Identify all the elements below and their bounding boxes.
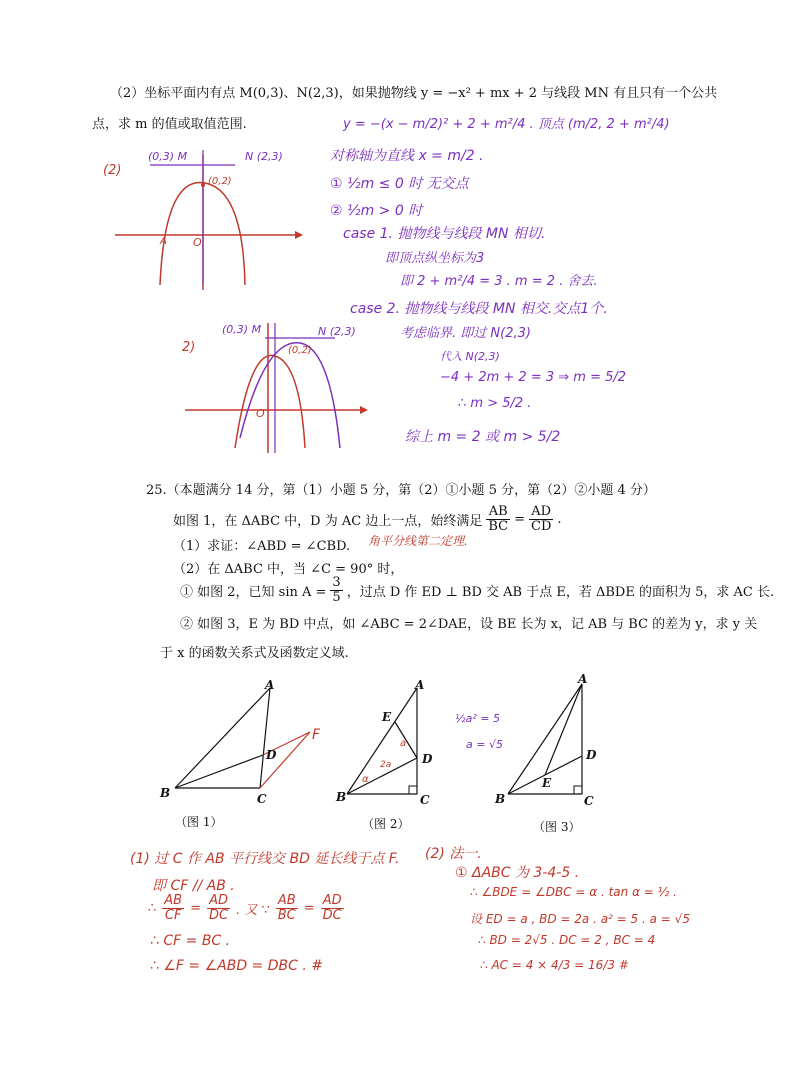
graph1-point-M: (0,3) M — [148, 150, 188, 163]
graph1-vertex-label: (0,2) — [208, 176, 232, 187]
x-axis-arrow — [360, 406, 368, 414]
fig3-C: C — [584, 794, 594, 808]
graph1-point-A: A — [160, 236, 167, 247]
fig2-E: E — [382, 710, 392, 724]
question-2: （2）在 ΔABC 中，当 ∠C = 90° 时， — [173, 562, 404, 577]
fig3-B: B — [495, 792, 506, 806]
method-line-4: 设 ED = a , BD = 2a . a² = 5 . a = √5 — [470, 912, 690, 926]
fig2-D: D — [422, 752, 433, 766]
side-note-a: a = √5 — [466, 738, 503, 751]
proof-line-1: (1) 过 C 作 AB 平行线交 BD 延长线于点 F. — [130, 851, 400, 867]
side-note-area: ½a² = 5 — [455, 712, 501, 725]
hw-case2-line3: 代入 N(2,3) — [440, 350, 500, 363]
hw-case2-title: case 2. 抛物线与线段 MN 相交.交点1个. — [350, 301, 608, 317]
hw-case2-line4: −4 + 2m + 2 = 3 ⇒ m = 5/2 — [440, 370, 627, 385]
question-2a — [180, 576, 774, 606]
frac-ab-cf — [162, 894, 184, 924]
frac-den: BC — [488, 519, 509, 535]
method-line-6: ∴ AC = 4 × 4/3 = 16/3 # — [480, 958, 629, 972]
q2a-pre: ① 如图 2，已知 sin A = — [180, 585, 327, 601]
method-line-1: (2) 法一. — [425, 846, 482, 862]
q2a-post: ，过点 D 作 ED ⊥ BD 交 AB 于点 E，若 ΔBDE 的面积为 5，求 AC 长. — [346, 585, 775, 601]
fig1-C: C — [257, 792, 267, 806]
fig2-caption: （图 2） — [362, 817, 410, 831]
hw-case-negative: ① ½m ≤ 0 时 无交点 — [330, 176, 469, 192]
fig3-caption: （图 3） — [533, 820, 581, 834]
graph2-origin: O — [256, 407, 265, 420]
fig1-A: A — [265, 678, 275, 692]
hw-axis: 对称轴为直线 x = m/2 . — [330, 148, 484, 164]
fig2-2a-label: 2a — [380, 760, 392, 770]
proof-line-5: ∴ ∠F = ∠ABD = DBC . # — [150, 958, 323, 974]
parabola-sketch-1 — [95, 145, 310, 300]
problem25-header: 25.（本题满分 14 分，第（1）小题 5 分，第（2）①小题 5 分，第（2）②小题 4 分） — [146, 483, 656, 498]
fig2-C: C — [420, 793, 430, 807]
graph2-point-N: N (2,3) — [318, 325, 356, 338]
intro-text: 如图 1，在 ΔABC 中，D 为 AC 边上一点，始终满足 — [173, 514, 483, 530]
hw-case1-line2: 即顶点纵坐标为3 — [385, 251, 485, 266]
q1-handwritten-note: 角平分线第二定理. — [368, 534, 468, 548]
hw-case2-line5: ∴ m > 5/2 . — [458, 396, 532, 411]
frac-num: AD — [529, 505, 553, 520]
question-2b: ② 如图 3，E 为 BD 中点，如 ∠ABC = 2∠DAE，设 BE 长为 x，记 AB 与 BC 的差为 y，求 y 关 — [180, 617, 758, 632]
fig1-D: D — [266, 748, 277, 762]
figure-2 — [335, 670, 445, 810]
fig3-D: D — [586, 748, 597, 762]
frac-num: 3 — [332, 575, 341, 590]
frac-num: AD — [207, 894, 230, 909]
hw-conclusion: 综上 m = 2 或 m > 5/2 — [405, 429, 561, 445]
frac-ad-dc-2 — [321, 894, 344, 924]
fraction-ad-cd — [529, 505, 553, 535]
hw-case1-title: case 1. 抛物线与线段 MN 相切. — [343, 226, 546, 242]
frac-den: DC — [209, 908, 229, 924]
frac-num: AB — [276, 894, 298, 909]
frac-den: DC — [322, 908, 342, 924]
fig3-A: A — [578, 672, 588, 686]
method-line-5: ∴ BD = 2√5 . DC = 2 , BC = 4 — [478, 933, 656, 947]
equals-sign: = — [514, 512, 525, 528]
proof-line-4: ∴ CF = BC . — [150, 933, 231, 949]
fig1-F: F — [312, 727, 321, 743]
hw-vertex-equation: y = −(x − m/2)² + 2 + m²/4 . 顶点 (m/2, 2 + m²/4) — [343, 117, 670, 132]
frac-num: AB — [164, 893, 183, 908]
method-line-3: ∴ ∠BDE = ∠DBC = α . tan α = ½ . — [470, 885, 677, 899]
period: . — [557, 512, 562, 528]
fraction-ab-bc — [486, 505, 510, 535]
proof-line-2: 即 CF // AB . — [152, 878, 235, 894]
problem-part2-line2: 点，求 m 的值或取值范围. — [92, 117, 247, 132]
eq-2: = — [303, 901, 315, 917]
problem25-intro — [173, 505, 562, 535]
fig2-A: A — [415, 678, 425, 692]
hw-case2-line2: 考虑临界. 即过 N(2,3) — [400, 326, 531, 341]
method-line-2: ① ΔABC 为 3-4-5 . — [455, 865, 580, 881]
proof-line-3 — [148, 894, 344, 924]
problem-part2-line1: （2）坐标平面内有点 M(0,3)、N(2,3)，如果抛物线 y = −x² + mx + 2 与线段 MN 有且只有一个公共 — [110, 86, 718, 101]
side-AC — [260, 688, 270, 788]
frac-num: AD — [321, 894, 344, 909]
fig2-alpha: α — [362, 774, 369, 785]
frac-ad-dc — [207, 894, 230, 924]
parabola-sketch-2 — [180, 318, 380, 458]
frac-ab-bc — [276, 894, 298, 924]
question-1: （1）求证：∠ABD = ∠CBD. — [173, 539, 351, 554]
therefore: ∴ — [148, 901, 157, 917]
figure-3 — [500, 670, 610, 810]
graph2-vertex-label: (0,2) — [288, 345, 312, 356]
side-BA — [175, 688, 270, 788]
graph2-point-M: (0,3) M — [222, 323, 262, 336]
frac-den: CF — [164, 908, 182, 924]
parabola-curve-2 — [240, 343, 340, 448]
hw-case-positive: ② ½m > 0 时 — [330, 203, 423, 219]
graph2-label: 2) — [182, 340, 196, 355]
fig1-B: B — [160, 786, 171, 800]
frac-den: 5 — [332, 590, 341, 606]
frac-den: CD — [531, 519, 552, 535]
because: . 又 ∵ — [236, 903, 270, 919]
fraction-3-5 — [330, 576, 342, 606]
frac-num: AB — [486, 505, 510, 520]
x-axis-arrow — [295, 231, 303, 239]
graph1-origin: O — [193, 236, 202, 249]
segment-BD — [175, 755, 263, 788]
fig1-caption: （图 1） — [175, 815, 223, 829]
right-angle-mark — [574, 786, 582, 794]
fig2-a-label: a — [400, 738, 407, 749]
graph1-point-N: N (2,3) — [245, 150, 283, 163]
question-2b-cont: 于 x 的函数关系式及函数定义域. — [160, 646, 349, 661]
segment-AE — [545, 684, 582, 775]
graph1-label: (2) — [103, 163, 122, 178]
frac-den: BC — [277, 908, 296, 924]
right-angle-mark — [409, 786, 417, 794]
vertex-point — [201, 183, 205, 187]
fig2-B: B — [336, 790, 347, 804]
fig3-E: E — [542, 776, 552, 790]
eq-1: = — [190, 901, 201, 917]
parabola-curve-1 — [235, 355, 305, 448]
hw-case1-line3: 即 2 + m²/4 = 3 . m = 2 . 舍去. — [400, 274, 598, 289]
